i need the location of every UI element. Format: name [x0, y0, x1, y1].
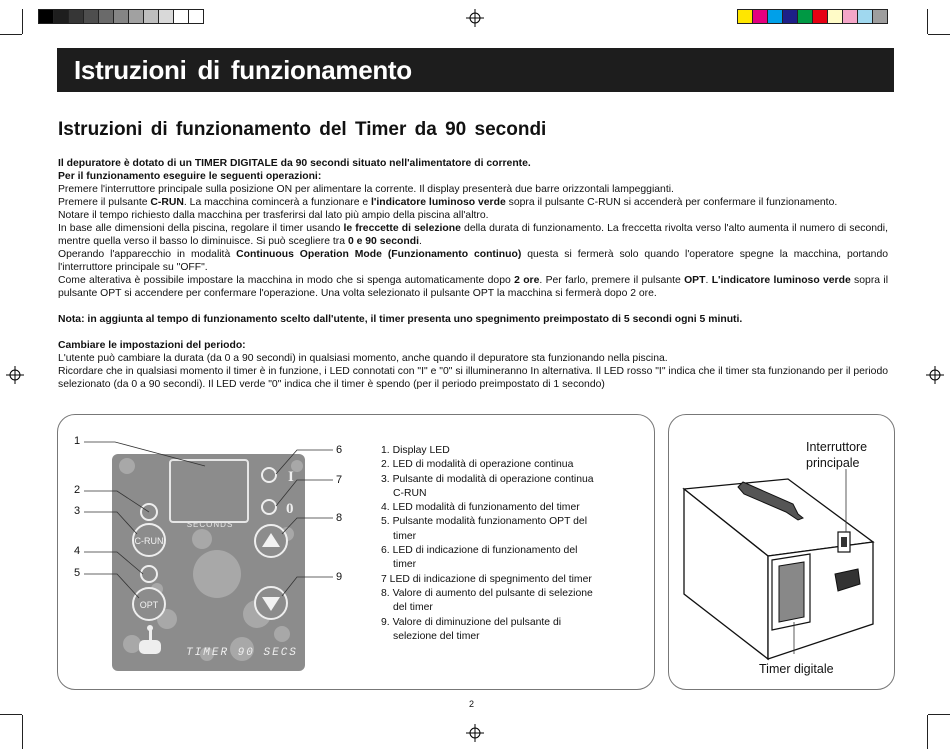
callout-9: 9	[336, 571, 343, 583]
step-1: Premere l'interruttore principale sulla posizione ON per alimentare la corrente. Il display presenterà due barre orizzontali lampeggianti.	[58, 184, 674, 195]
stop-led-label: 0	[286, 501, 294, 517]
callout-4: 4	[74, 545, 81, 557]
instructions-text	[58, 157, 888, 391]
callout-8: 8	[336, 512, 343, 524]
run-led-label: I	[288, 469, 294, 485]
step-5: Operando l'apparecchio in modalità Continuous Operation Mode (Funzionamento continuo) questa si fermerà solo quando l'operatore spegne la macchina, portando l'interruttore principale su "OFF".	[58, 249, 888, 273]
opt-label: OPT	[139, 600, 159, 610]
step-2: Premere il pulsante C-RUN. La macchina comincerà a funzionare e l'indicatore luminoso verde sopra il pulsante C-RUN si accenderà per confermare il funzionamento.	[58, 197, 838, 208]
step-3: Notare il tempo richiesto dalla macchina per trasferirsi dal lato più ampio della piscina all'altro.	[58, 210, 489, 221]
component-legend	[381, 444, 637, 644]
period-text-1: L'utente può cambiare la durata (da 0 a 90 secondi) in qualsiasi momento, anche quando il depuratore sta funzionando nella piscina.	[58, 353, 668, 364]
legend-item-5: 5. Pulsante modalità funzionamento OPT del	[381, 516, 588, 528]
registration-mark-left	[6, 366, 24, 384]
legend-item-8-cont: del timer	[393, 602, 433, 614]
note: Nota: in aggiunta al tempo di funzionamento scelto dall'utente, il timer presenta uno spegnimento preimpostato di 5 secondi ogni 5 minuti.	[58, 314, 743, 325]
registration-mark-right	[926, 366, 944, 384]
callout-5: 5	[74, 567, 81, 579]
grayscale-bar	[38, 9, 203, 24]
step-6: Come alterativa è possibile impostare la macchina in modo che si spenga automaticamente dopo 2 ore. Per farlo, premere il pulsante OPT. L'indicatore luminoso verde sopra il pulsante OPT si accendere per confermare l'operazione. Una volta selezionato il pulsante OPT la macchina si fermerà dopo 2 ore.	[58, 275, 888, 299]
registration-mark-top	[466, 9, 484, 27]
main-switch-rocker	[841, 537, 847, 547]
period-text-2: Ricordare che in qualsiasi momento il timer è in funzione, i LED connotati con "I" e "0" si illumineranno In alternativa. Il LED rosso "I" indica che il timer sta funzionando per il periodo selezionato (da 0 a 90 secondi). Il LED verde "0" indica che il timer è spendo (per il periodo preimpostato di 1 secondo)	[58, 366, 888, 390]
section-title: Istruzioni di funzionamento del Timer da 90 secondi	[58, 119, 547, 140]
seconds-label: SECONDS	[186, 520, 234, 529]
registration-mark-bottom	[466, 724, 484, 742]
main-switch-label: Interruttore principale	[806, 440, 868, 470]
legend-item-3: 3. Pulsante di modalità di operazione continua	[381, 473, 594, 485]
legend-item-7: 7 LED di indicazione di spegnimento del timer	[381, 573, 592, 585]
step-4: In base alle dimensioni della piscina, regolare il timer usando le freccette di selezione della durata di funzionamento. La freccetta rivolta verso l'alto aumenta il numero di secondi, mentre quella verso il basso lo diminuisce. Si può scegliere tra 0 e 90 secondi.	[58, 223, 888, 247]
period-title: Cambiare le impostazioni del periodo:	[58, 340, 246, 351]
callout-3: 3	[74, 505, 81, 517]
timer-mode-led	[141, 566, 157, 582]
timer-screen	[779, 562, 804, 622]
page-number: 2	[469, 699, 475, 709]
callout-1: 1	[74, 435, 81, 447]
header-band	[57, 48, 894, 92]
digital-timer-label: Timer digitale	[759, 662, 834, 676]
callout-7: 7	[336, 474, 343, 486]
legend-item-9: 9. Valore di diminuzione del pulsante di	[381, 616, 562, 628]
brand-label: TIMER 90 SECS	[186, 647, 298, 659]
legend-item-6: 6. LED di indicazione di funzionamento del	[381, 545, 578, 557]
page-title: Istruzioni di funzionamento	[74, 55, 412, 85]
legend-item-4: 4. LED modalità di funzionamento del timer	[381, 502, 580, 514]
legend-item-5-cont: timer	[393, 530, 417, 542]
legend-item-2: 2. LED di modalità di operazione continua	[381, 459, 574, 471]
led-display	[170, 460, 248, 522]
legend-item-8: 8. Valore di aumento del pulsante di selezione	[381, 587, 593, 599]
legend-item-3-cont: C-RUN	[393, 487, 427, 499]
legend-item-1: 1. Display LED	[381, 445, 450, 456]
legend-item-6-cont: timer	[393, 559, 417, 571]
intro-line-2: Per il funzionamento eseguire le seguenti operazioni:	[58, 171, 322, 182]
legend-item-9-cont: selezione del timer	[393, 630, 480, 642]
callout-2: 2	[74, 484, 81, 496]
intro-line-1: Il depuratore è dotato di un TIMER DIGITALE da 90 secondi situato nell'alimentatore di corrente.	[58, 158, 531, 169]
stop-led	[262, 500, 276, 514]
color-bar	[737, 9, 887, 24]
c-run-label: C-RUN	[134, 536, 164, 546]
run-led	[262, 468, 276, 482]
callout-6: 6	[336, 444, 343, 456]
